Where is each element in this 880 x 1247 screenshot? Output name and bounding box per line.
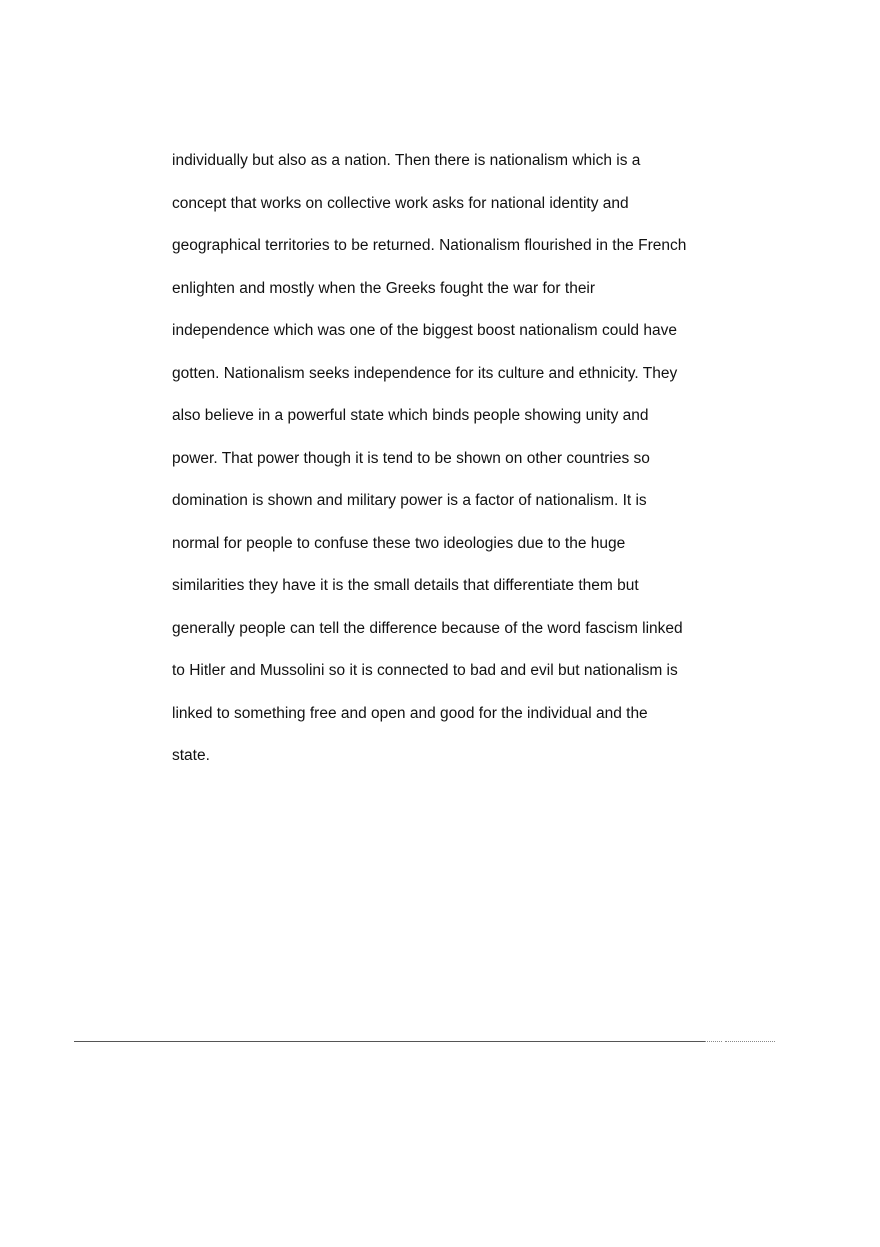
paragraph-line: domination is shown and military power is a factor of nationalism. It is [172,492,647,509]
paragraph-line: independence which was one of the biggest boost nationalism could have [172,322,677,339]
body-paragraph [172,140,732,778]
footer-rule [74,1041,705,1042]
paragraph-line: state. [172,747,210,764]
paragraph-line: concept that works on collective work asks for national identity and [172,194,629,212]
paragraph-line: geographical territories to be returned. Nationalism flourished in the French [172,237,687,254]
paragraph-line: enlighten and mostly when the Greeks fought the war for their [172,279,596,297]
footer-rule-segment [705,1041,722,1042]
paragraph-line: similarities they have it is the small details that differentiate them but [172,577,639,594]
footer-rule-segment [725,1041,775,1042]
paragraph-line: to Hitler and Mussolini so it is connected to bad and evil but nationalism is [172,662,678,679]
paragraph-line: linked to something free and open and good for the individual and the [172,704,648,722]
paragraph-line: normal for people to confuse these two ideologies due to the huge [172,534,626,552]
paragraph-line: generally people can tell the difference because of the word fascism linked [172,619,683,637]
paragraph-line: also believe in a powerful state which binds people showing unity and [172,407,649,424]
paragraph-line: individually but also as a nation. Then there is nationalism which is a [172,152,641,169]
paragraph-line: power. That power though it is tend to be shown on other countries so [172,449,650,467]
paragraph-line: gotten. Nationalism seeks independence for its culture and ethnicity. They [172,364,678,382]
